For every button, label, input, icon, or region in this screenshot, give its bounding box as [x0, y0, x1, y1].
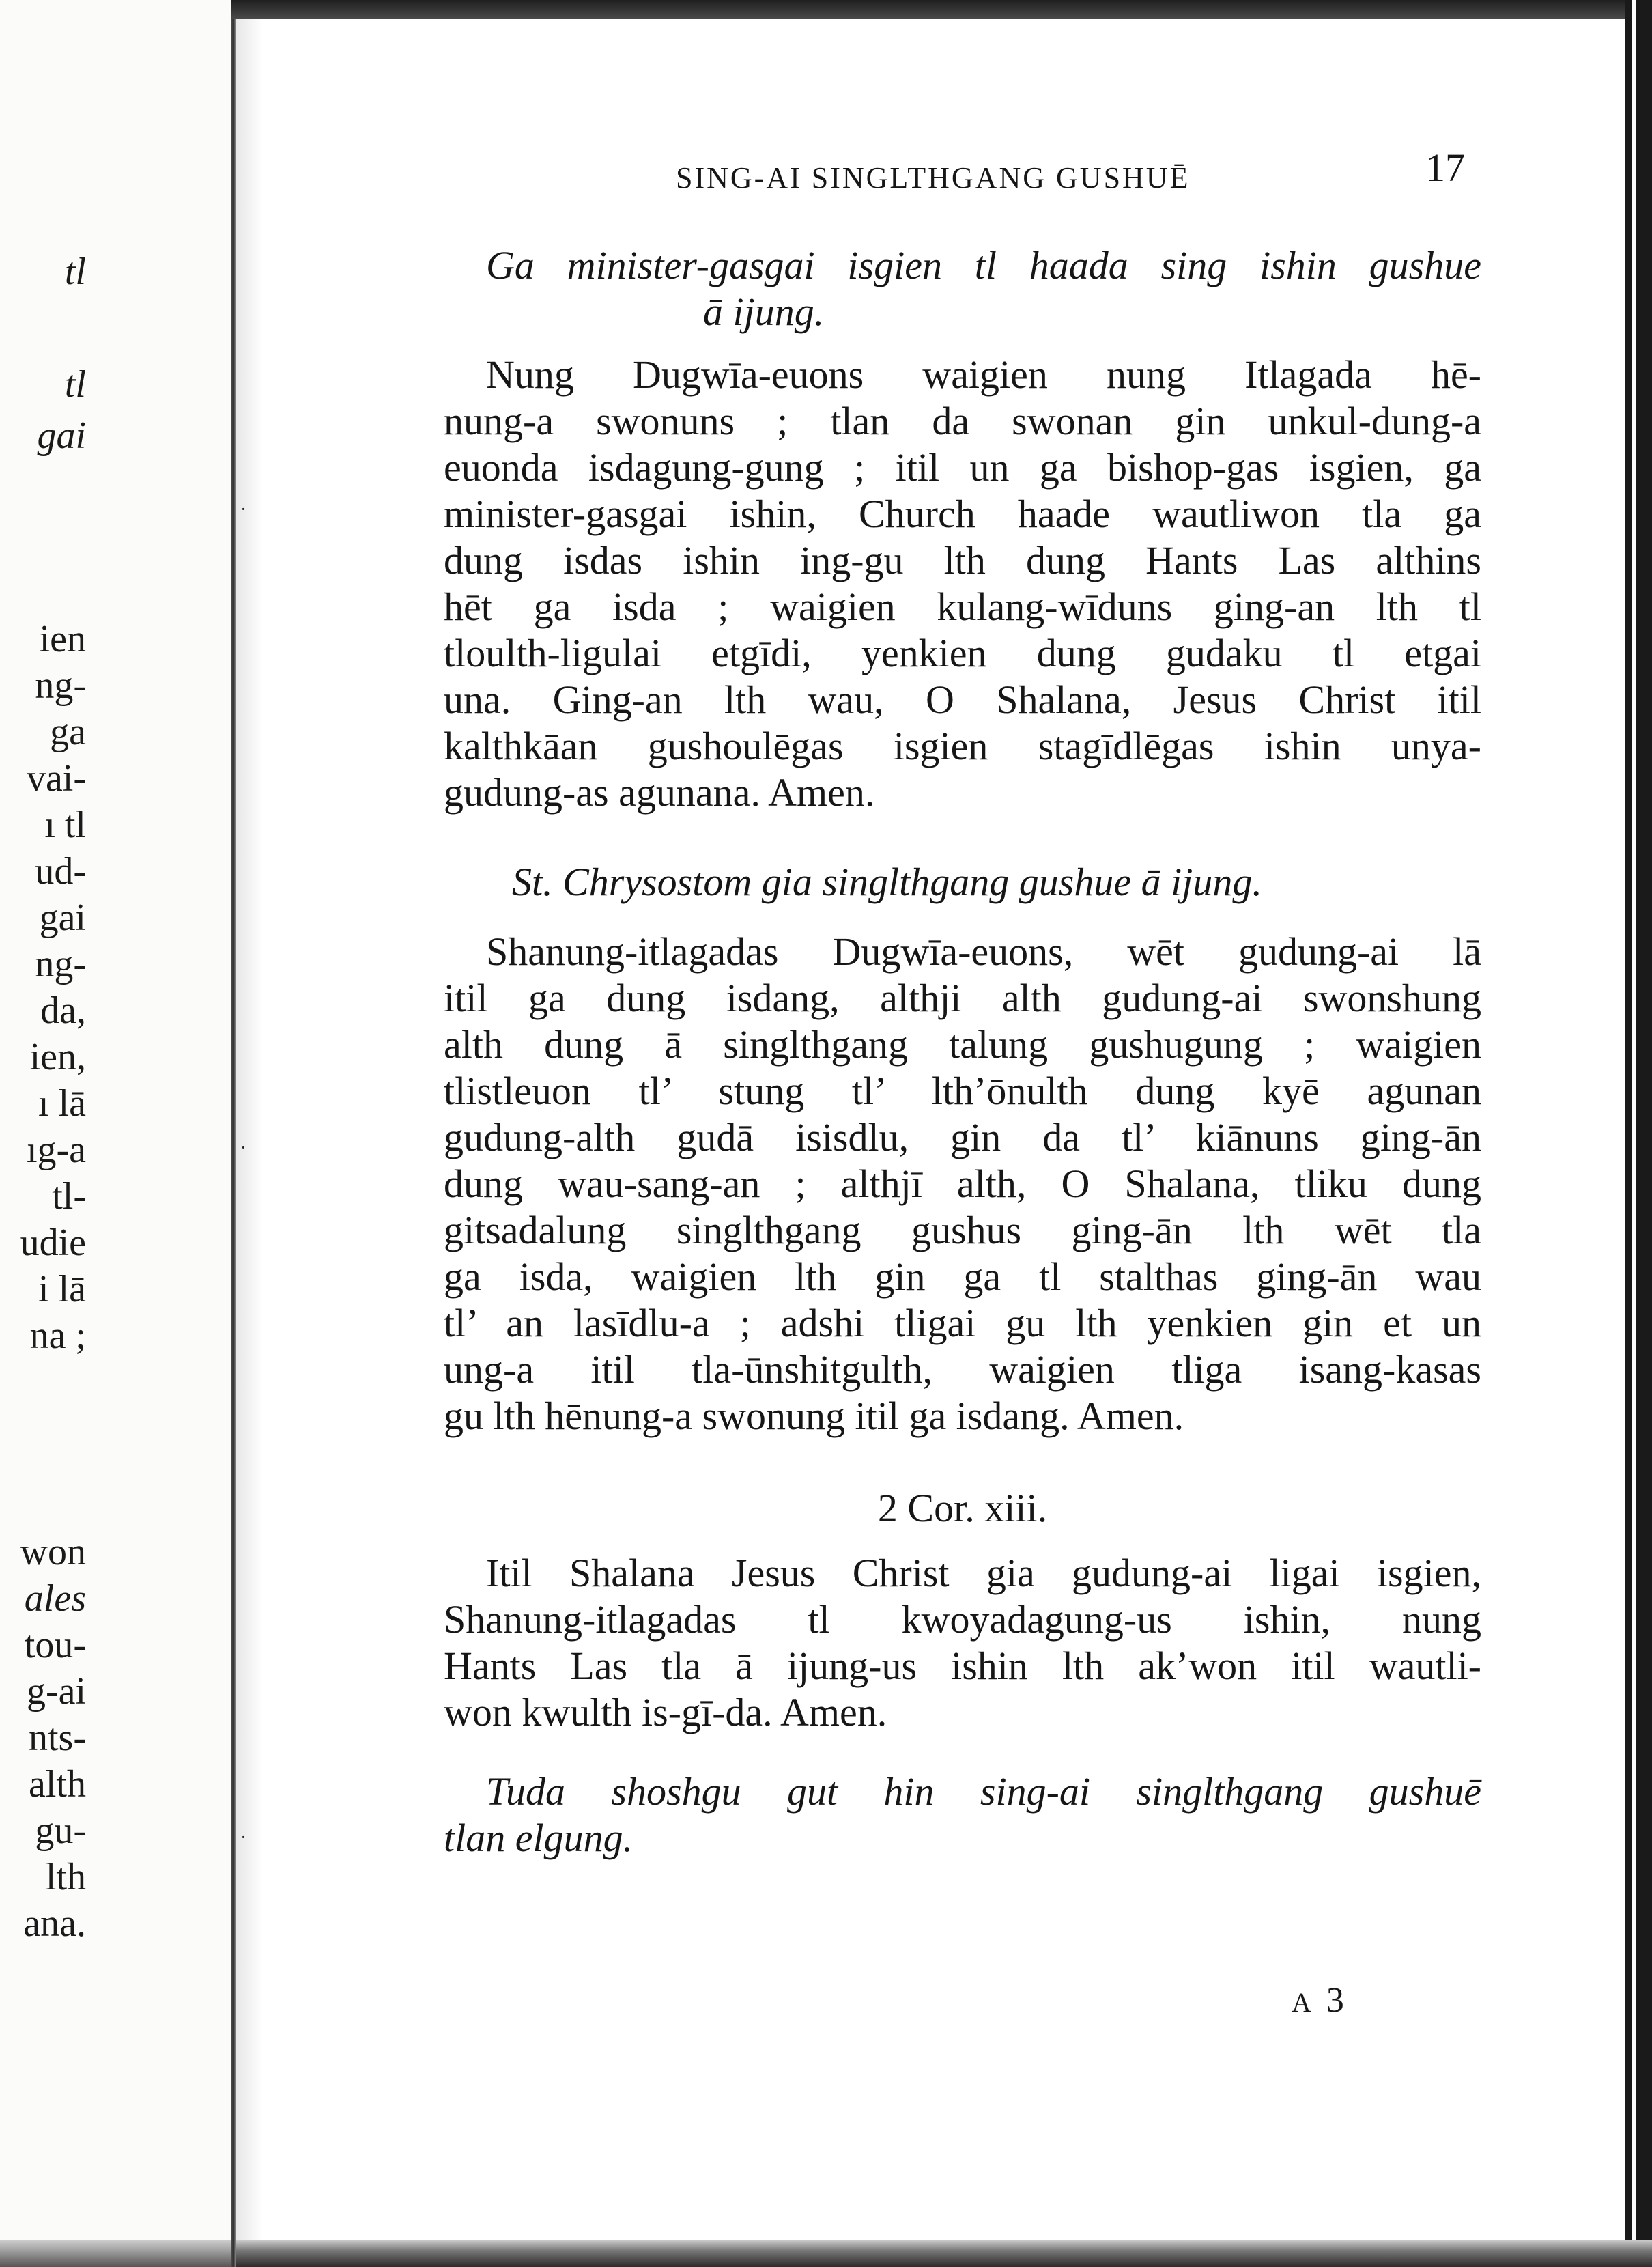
margin-fragment: ales [24, 1577, 86, 1620]
margin-fragment: gai [39, 897, 86, 939]
left-page-bottom-edge [0, 2240, 231, 2267]
gutter-shadow [236, 0, 263, 2267]
rubric-line: St. Chrysostom gia singlthgang gushue ā ijung. [512, 860, 1262, 904]
prayer-line: tlistleuon tl’ stung tl’ lth’ōnulth dung kyē agunan [444, 1069, 1481, 1113]
prayer-line: dung wau-sang-an ; althjī alth, O Shalana, tliku dung [444, 1161, 1481, 1206]
binding-gutter [231, 0, 236, 2267]
prayer-line: ga isda, waigien lth gin ga tl stalthas ging-ān wau [444, 1254, 1481, 1299]
rubric-line: ā ijung. [703, 290, 825, 334]
margin-fragment: ng- [35, 943, 86, 985]
prayer-line: itil ga dung isdang, althji alth gudung-ai swonshung [444, 976, 1481, 1020]
margin-fragment: tl- [52, 1175, 86, 1217]
running-head: SING-AI SINGLTHGANG GUSHUĒ [676, 161, 1191, 195]
margin-fragment: ana. [23, 1902, 86, 1945]
prayer-line: hēt ga isda ; waigien kulang-wīduns ging-an lth tl [444, 585, 1481, 629]
prayer-line: euonda isdagung-gung ; itil un ga bishop-gas isgien, ga [444, 445, 1481, 490]
margin-fragment: i lā [38, 1268, 86, 1310]
page-top-edge [231, 0, 1652, 19]
prayer-line: won kwulth is-gī-da. Amen. [444, 1690, 887, 1734]
closing-rubric-line: Tuda shoshgu gut hin sing-ai singlthgang gushuē [486, 1769, 1481, 1814]
prayer-line: dung isdas ishin ing-gu lth dung Hants Las althins [444, 538, 1481, 582]
printer-signature [1292, 1980, 1344, 2020]
margin-fragment: udie [20, 1222, 86, 1264]
page-bottom-edge [236, 2240, 1652, 2267]
margin-fragment: na ; [29, 1314, 86, 1357]
prayer-line: Itil Shalana Jesus Christ gia gudung-ai ligai isgien, [486, 1551, 1481, 1595]
margin-fragment: alth [29, 1763, 86, 1805]
margin-fragment: nts- [29, 1717, 86, 1759]
margin-fragment: ı tl [44, 804, 86, 846]
margin-fragment: vai- [26, 757, 86, 800]
margin-fragment: ı lā [38, 1082, 86, 1125]
signature-number: 3 [1326, 1981, 1344, 2020]
prayer-line: kalthkāan gushoulēgas isgien stagīdlēgas ishin unya- [444, 724, 1481, 768]
prayer-line: Shanung-itlagadas tl kwoyadagung-us ishin, nung [444, 1597, 1481, 1642]
margin-fragment: gai [37, 414, 86, 457]
prayer-line: ung-a itil tla-ūnshitgulth, waigien tliga isang-kasas [444, 1347, 1481, 1392]
margin-fragment: tl [64, 251, 86, 293]
signature-letter: A [1292, 1987, 1311, 2018]
margin-fragment: da, [40, 989, 86, 1032]
binding-stitch: · [240, 499, 246, 519]
margin-fragment: gu- [35, 1810, 86, 1852]
scripture-reference: 2 Cor. xiii. [877, 1486, 1048, 1530]
margin-fragment: lth [45, 1856, 86, 1898]
binding-stitch: · [240, 1138, 246, 1157]
binding-stitch: · [240, 1827, 246, 1847]
margin-fragment: ien, [29, 1036, 86, 1078]
page-right-edge [1625, 0, 1652, 2267]
margin-fragment: won [20, 1531, 86, 1573]
prayer-line: Nung Dugwīa-euons waigien nung Itlagada hē- [486, 352, 1481, 397]
prayer-line: gudung-as agunana. Amen. [444, 770, 875, 815]
margin-fragment: g-ai [26, 1670, 86, 1713]
prayer-line: tl’ an lasīdlu-a ; adshi tligai gu lth yenkien gin et un [444, 1301, 1481, 1345]
prayer-line: gudung-alth gudā isisdlu, gin da tl’ kiānuns ging-ān [444, 1115, 1481, 1159]
page-number: 17 [1425, 145, 1465, 190]
prayer-line: minister-gasgai ishin, Church haade wautliwon tla ga [444, 492, 1481, 536]
prayer-line: Shanung-itlagadas Dugwīa-euons, wēt gudung-ai lā [486, 929, 1481, 974]
facing-page-margin [0, 0, 231, 2267]
margin-fragment: tl [64, 363, 86, 406]
prayer-line: tloulth-ligulai etgīdi, yenkien dung gudaku tl etgai [444, 631, 1481, 675]
rubric-line: Ga minister-gasgai isgien tl haada sing ishin gushue [486, 243, 1481, 287]
prayer-line: Hants Las tla ā ijung-us ishin lth ak’won itil wautli- [444, 1644, 1481, 1688]
prayer-line: gu lth hēnung-a swonung itil ga isdang. Amen. [444, 1394, 1184, 1438]
margin-fragment: ud- [35, 850, 86, 892]
margin-fragment: ng- [35, 664, 86, 707]
margin-fragment: ıg-a [26, 1129, 86, 1171]
margin-fragment: ien [39, 618, 86, 660]
prayer-line: nung-a swonuns ; tlan da swonan gin unkul-dung-a [444, 399, 1481, 443]
prayer-line: gitsadalung singlthgang gushus ging-ān lth wēt tla [444, 1208, 1481, 1252]
closing-rubric-line: tlan elgung. [444, 1816, 633, 1860]
prayer-line: alth dung ā singlthgang talung gushugung ; waigien [444, 1022, 1481, 1067]
margin-fragment: tou- [24, 1624, 86, 1666]
margin-fragment: ga [50, 711, 86, 753]
prayer-line: una. Ging-an lth wau, O Shalana, Jesus Christ itil [444, 677, 1481, 722]
